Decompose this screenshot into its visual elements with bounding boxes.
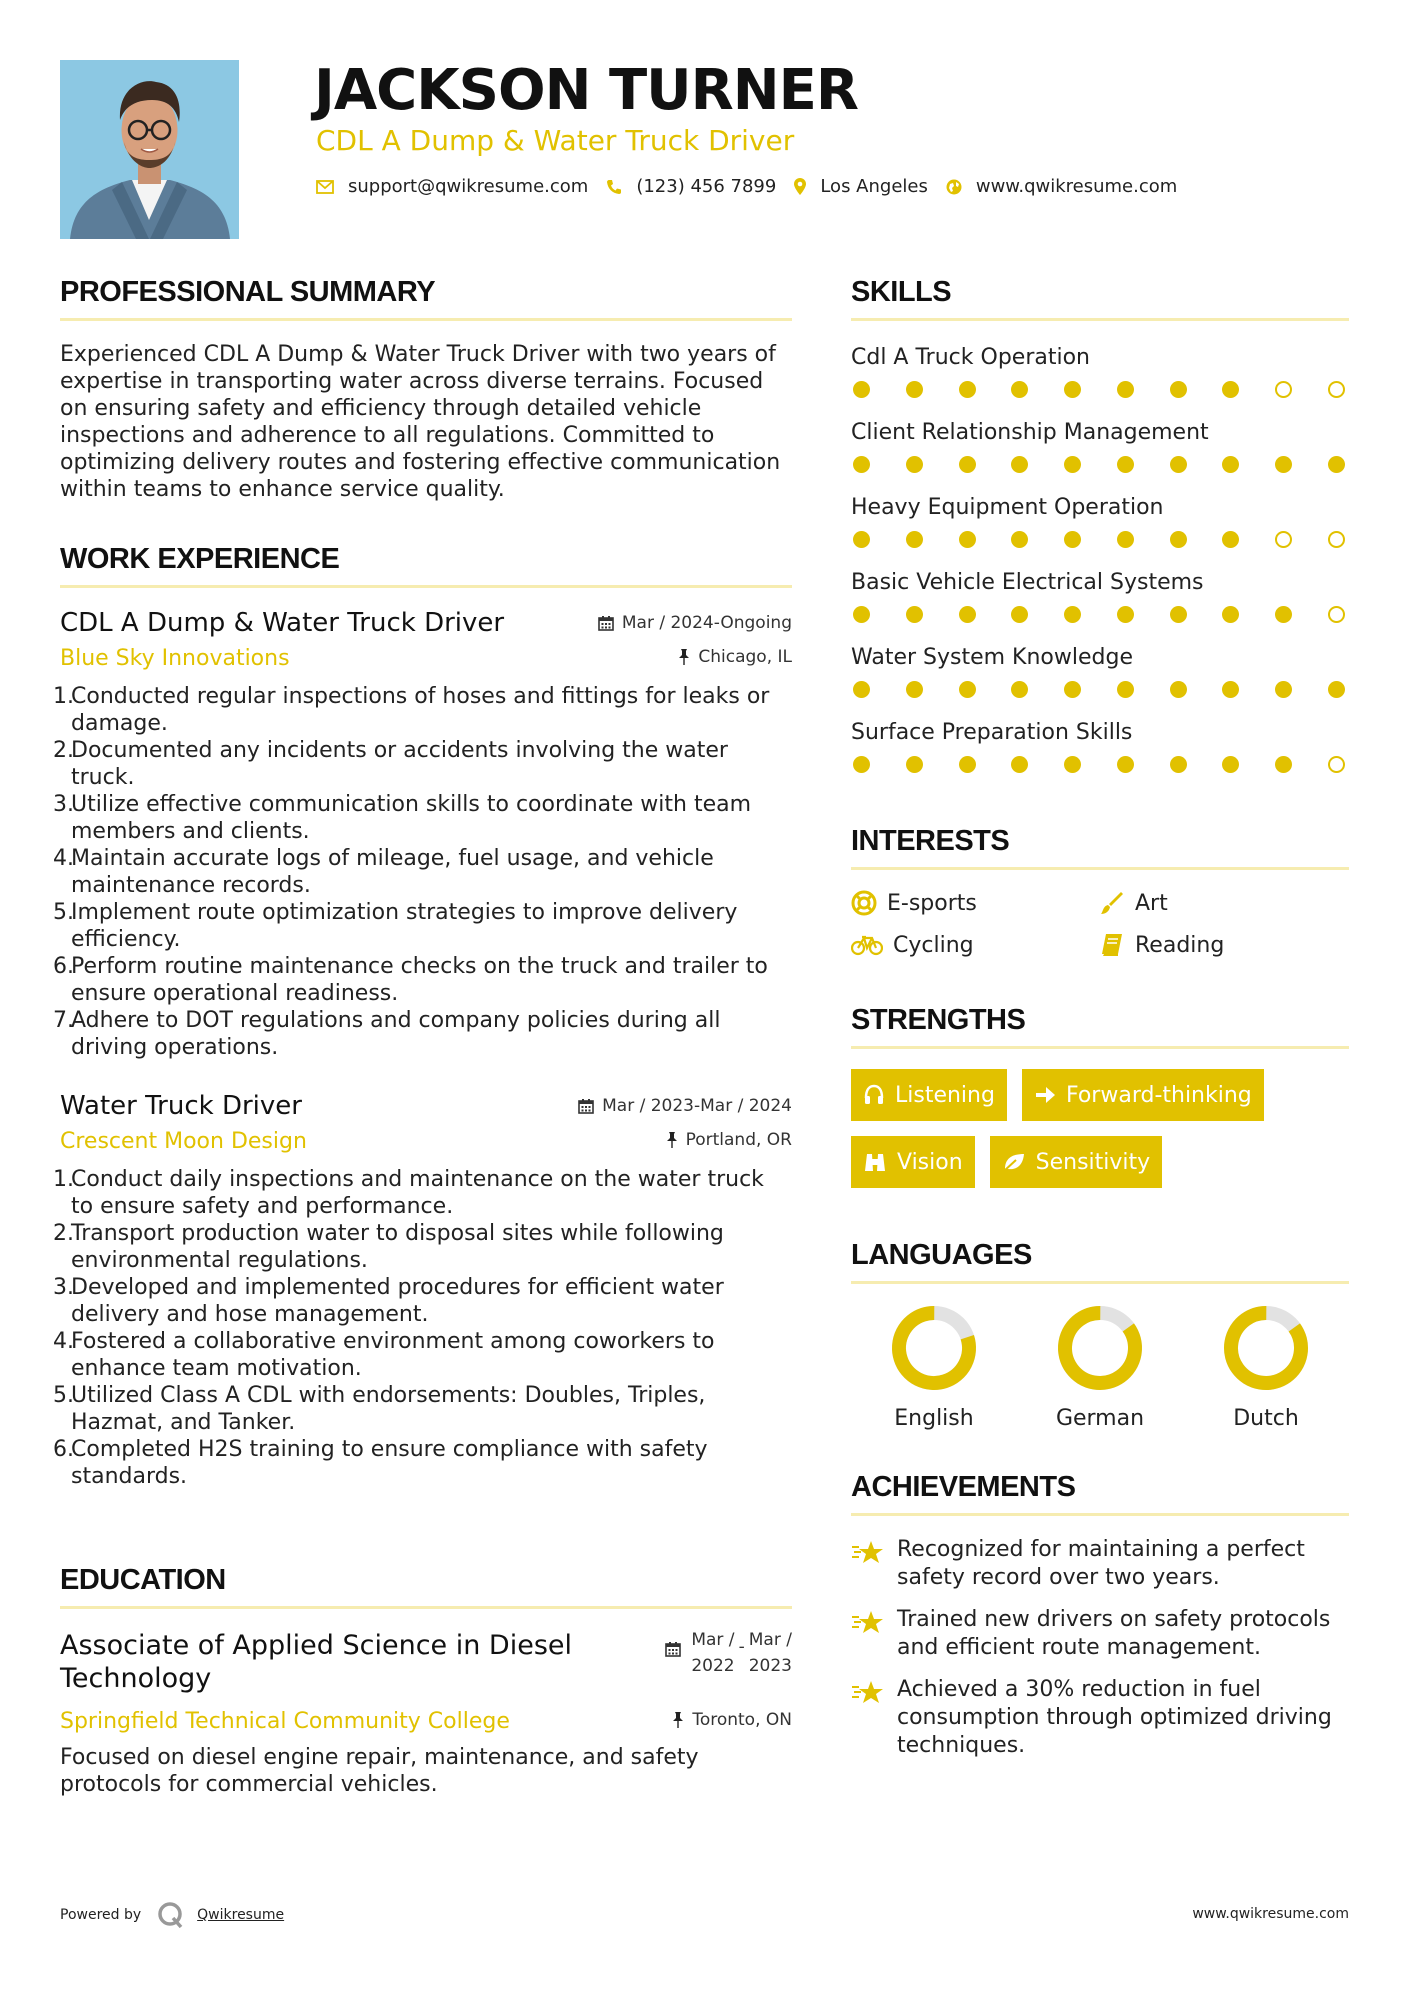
rating-dot-filled [1170,531,1187,548]
globe-icon [946,179,962,195]
skill-name: Surface Preparation Skills [851,720,1133,745]
skill-rating [851,531,1349,566]
binoculars-icon [863,1151,887,1173]
list-item: 1. Conduct daily inspections and maintenance on the water truck to ensure safety and performance. [53,1167,764,1219]
strengths-list [851,1069,1349,1203]
lifebuoy-icon [851,890,877,916]
pushpin-icon [672,1712,684,1728]
skill-name: Water System Knowledge [851,645,1133,670]
achievement-item [851,1676,1349,1760]
job-date-text: Mar / 2023-Mar / 2024 [602,1096,792,1116]
list-item: 3. Developed and implemented procedures for efficient water delivery and hose management. [53,1275,724,1327]
skill-rating [851,381,1349,416]
list-item: 7. Adhere to DOT regulations and company policies during all driving operations. [53,1008,721,1060]
rating-dot-filled [853,531,870,548]
list-item: 4. Fostered a collaborative environment among coworkers to enhance team motivation. [53,1329,715,1381]
end-month: Mar / [748,1630,792,1650]
email-text: support@qwikresume.com [348,176,589,197]
experience-list [53,608,792,1490]
interest-item [1099,932,1299,958]
skill-name: Cdl A Truck Operation [851,345,1090,370]
rating-dot-filled [1011,756,1028,773]
contact-website[interactable] [946,176,1177,197]
envelope-icon [316,180,334,194]
rating-dot-filled [1222,456,1239,473]
rating-dot-filled [1275,606,1292,623]
calendar-icon [598,615,614,631]
candidate-title: CDL A Dump & Water Truck Driver [316,124,795,157]
skill-rating [851,681,1349,716]
rating-dot-filled [1064,681,1081,698]
skill-rating [851,756,1349,791]
rating-dot-filled [1064,531,1081,548]
skill-rating [851,606,1349,641]
rating-dot-filled [959,456,976,473]
rating-dot-filled [1275,456,1292,473]
rating-dot-empty [1275,531,1292,548]
skill-item [851,491,1349,566]
end-year: 2023 [748,1656,792,1676]
rating-dot-filled [906,756,923,773]
rating-dot-filled [959,381,976,398]
interests-list [851,890,1349,958]
rating-dot-filled [1064,456,1081,473]
strengths-heading: STRENGTHS [851,1004,1349,1049]
rating-dot-filled [1117,531,1134,548]
rating-dot-filled [1222,681,1239,698]
rating-dot-empty [1328,531,1345,548]
calendar-icon [578,1098,594,1114]
rating-dot-filled [1064,381,1081,398]
achievements-heading: ACHIEVEMENTS [851,1471,1349,1516]
skill-item [851,641,1349,716]
rating-dot-filled [1170,381,1187,398]
interest-item [1099,890,1299,916]
job-company: Blue Sky Innovations [60,646,290,671]
map-pin-icon [794,178,806,195]
left-column [53,276,792,1838]
strength-label: Vision [897,1149,963,1175]
rating-dot-filled [1275,756,1292,773]
location-text: Los Angeles [820,176,928,197]
rating-dot-filled [1011,606,1028,623]
achievement-text: Achieved a 30% reduction in fuel consumption through optimized driving techniques. [897,1677,1332,1758]
right-column [851,276,1349,1774]
language-level-donut [1222,1304,1310,1392]
rating-dot-filled [1011,381,1028,398]
skill-item [851,716,1349,791]
experience-heading: WORK EXPERIENCE [60,543,792,588]
phone-text: (123) 456 7899 [636,176,777,197]
brush-icon [1099,890,1125,916]
education-date: Mar / 2022 - Mar / 2023 [665,1627,792,1695]
strength-label: Listening [895,1082,995,1108]
rating-dot-filled [853,381,870,398]
language-name: German [1055,1406,1145,1431]
job-title: CDL A Dump & Water Truck Driver [60,608,505,638]
achievement-item [851,1536,1349,1592]
degree-title: Associate of Applied Science in Diesel Technology [60,1630,573,1694]
donut-fill [890,1304,978,1392]
rating-dot-filled [1117,606,1134,623]
interest-item [851,932,1099,958]
calendar-icon [665,1641,681,1657]
rating-dot-filled [853,456,870,473]
job-location [678,647,792,667]
school-name: Springfield Technical Community College [60,1709,510,1734]
job-company: Crescent Moon Design [60,1129,307,1154]
rating-dot-empty [1275,381,1292,398]
job-date [578,1096,792,1116]
strength-badge [1022,1069,1264,1121]
rating-dot-filled [1275,681,1292,698]
donut-fill [1222,1304,1310,1392]
rating-dot-filled [959,756,976,773]
rating-dot-filled [1170,456,1187,473]
footer-powered-by [60,1900,284,1930]
job-title: Water Truck Driver [60,1091,302,1121]
skill-rating [851,456,1349,491]
rating-dot-empty [1328,756,1345,773]
rating-dot-filled [853,606,870,623]
job-bullets [53,1166,792,1490]
rating-dot-filled [959,606,976,623]
list-item: 1. Conducted regular inspections of hoses and fittings for leaks or damage. [53,684,770,736]
strength-label: Forward-thinking [1065,1082,1252,1108]
achievement-text: Recognized for maintaining a perfect safety record over two years. [897,1537,1305,1590]
rating-dot-filled [1170,681,1187,698]
list-item: 3. Utilize effective communication skills to coordinate with team members and clients. [53,792,752,844]
achievements-list [851,1536,1349,1760]
language-item [1183,1304,1349,1431]
interest-label: E-sports [887,890,977,916]
book-icon [1099,932,1125,958]
languages-heading: LANGUAGES [851,1239,1349,1284]
rating-dot-filled [1170,606,1187,623]
brand-link[interactable]: Qwikresume [197,1907,285,1923]
rating-dot-filled [959,681,976,698]
rating-dot-filled [906,681,923,698]
rating-dot-filled [1222,531,1239,548]
rating-dot-filled [1328,681,1345,698]
avatar [60,60,239,239]
job-date [598,613,792,633]
contact-location [794,176,928,197]
language-level-donut [1056,1304,1144,1392]
rating-dot-filled [959,531,976,548]
powered-by-text: Powered by [60,1907,142,1923]
website-text: www.qwikresume.com [975,176,1178,197]
language-name: Dutch [1233,1406,1299,1431]
rating-dot-filled [1011,531,1028,548]
summary-heading: PROFESSIONAL SUMMARY [60,276,792,321]
interests-heading: INTERESTS [851,825,1349,870]
skill-item [851,341,1349,416]
strength-badge [851,1069,1007,1121]
interest-label: Cycling [893,932,974,958]
pushpin-icon [666,1132,678,1148]
rating-dot-filled [853,756,870,773]
rating-dot-filled [853,681,870,698]
skill-item [851,416,1349,491]
summary-text: Experienced CDL A Dump & Water Truck Driver with two years of expertise in transporting water across diverse terrains. Focused on ensuring safety and efficiency through detailed vehicle inspections and adherence to all regulations. Committed to optimizing delivery routes and fostering effective communication within teams to enhance service quality. [60,342,781,502]
achievement-text: Trained new drivers on safety protocols and efficient route management. [897,1607,1331,1660]
skills-heading: SKILLS [851,276,1349,321]
interest-label: Reading [1135,932,1225,958]
list-item: 4. Maintain accurate logs of mileage, fuel usage, and vehicle maintenance records. [53,846,714,898]
list-item: 5. Implement route optimization strategies to improve delivery efficiency. [53,900,738,952]
achievement-item [851,1606,1349,1662]
list-item: 6. Perform routine maintenance checks on the truck and trailer to ensure operational readiness. [53,954,768,1006]
job-location-text: Chicago, IL [698,647,792,667]
rating-dot-filled [1222,381,1239,398]
contact-bar [316,176,1195,197]
start-month: Mar / [691,1630,735,1650]
list-item: 6. Completed H2S training to ensure compliance with safety standards. [53,1437,708,1489]
rating-dot-empty [1328,381,1345,398]
strength-badge [851,1136,975,1188]
contact-phone[interactable] [606,176,776,197]
rating-dot-filled [1328,456,1345,473]
job-entry [53,608,792,1061]
job-bullets [53,683,792,1061]
star-icon [851,1539,885,1565]
language-name: English [894,1406,974,1431]
contact-email[interactable] [316,176,588,197]
education-entry [60,1629,792,1798]
rating-dot-filled [1117,681,1134,698]
language-level-donut [890,1304,978,1392]
rating-dot-filled [1222,606,1239,623]
list-item: 2. Transport production water to disposal sites while following environmental regulations. [53,1221,724,1273]
profile-photo [60,60,239,239]
start-year: 2022 [691,1656,735,1676]
candidate-name: JACKSON TURNER [314,58,859,123]
rating-dot-filled [1222,756,1239,773]
star-icon [851,1679,885,1705]
leaf-icon [1002,1151,1026,1173]
job-location [666,1130,792,1150]
rating-dot-filled [1064,606,1081,623]
list-item: 5. Utilized Class A CDL with endorsements: Doubles, Triples, Hazmat, and Tanker. [53,1383,706,1435]
rating-dot-filled [1117,756,1134,773]
language-item [851,1304,1017,1431]
interest-label: Art [1135,890,1168,916]
rating-dot-filled [906,531,923,548]
footer-website[interactable]: www.qwikresume.com [1192,1906,1349,1922]
rating-dot-filled [1117,381,1134,398]
bicycle-icon [851,934,883,956]
education-description: Focused on diesel engine repair, maintenance, and safety protocols for commercial vehicles. [60,1745,699,1797]
interest-item [851,890,1099,916]
headphones-icon [863,1084,885,1106]
qwikresume-logo-icon [155,1900,185,1930]
skills-list [851,341,1349,791]
school-location [672,1710,792,1730]
language-item [1017,1304,1183,1431]
skill-name: Basic Vehicle Electrical Systems [851,570,1204,595]
list-item: 2. Documented any incidents or accidents involving the water truck. [53,738,728,790]
rating-dot-filled [906,381,923,398]
phone-icon [606,179,622,195]
pushpin-icon [678,649,690,665]
strength-label: Sensitivity [1035,1149,1151,1175]
skill-item [851,566,1349,641]
rating-dot-empty [1328,606,1345,623]
school-location-text: Toronto, ON [692,1710,792,1730]
rating-dot-filled [1064,756,1081,773]
job-location-text: Portland, OR [685,1130,792,1150]
job-date-text: Mar / 2024-Ongoing [621,613,792,633]
job-entry [53,1091,792,1490]
donut-fill [1056,1304,1144,1392]
rating-dot-filled [1117,456,1134,473]
education-heading: EDUCATION [60,1564,792,1609]
rating-dot-filled [906,456,923,473]
languages-list [851,1304,1349,1431]
rating-dot-filled [1011,456,1028,473]
star-icon [851,1609,885,1635]
rating-dot-filled [906,606,923,623]
strength-badge [990,1136,1163,1188]
rating-dot-filled [1170,756,1187,773]
rating-dot-filled [1011,681,1028,698]
skill-name: Heavy Equipment Operation [851,495,1164,520]
skill-name: Client Relationship Management [851,420,1209,445]
arrow-right-icon [1034,1084,1056,1106]
